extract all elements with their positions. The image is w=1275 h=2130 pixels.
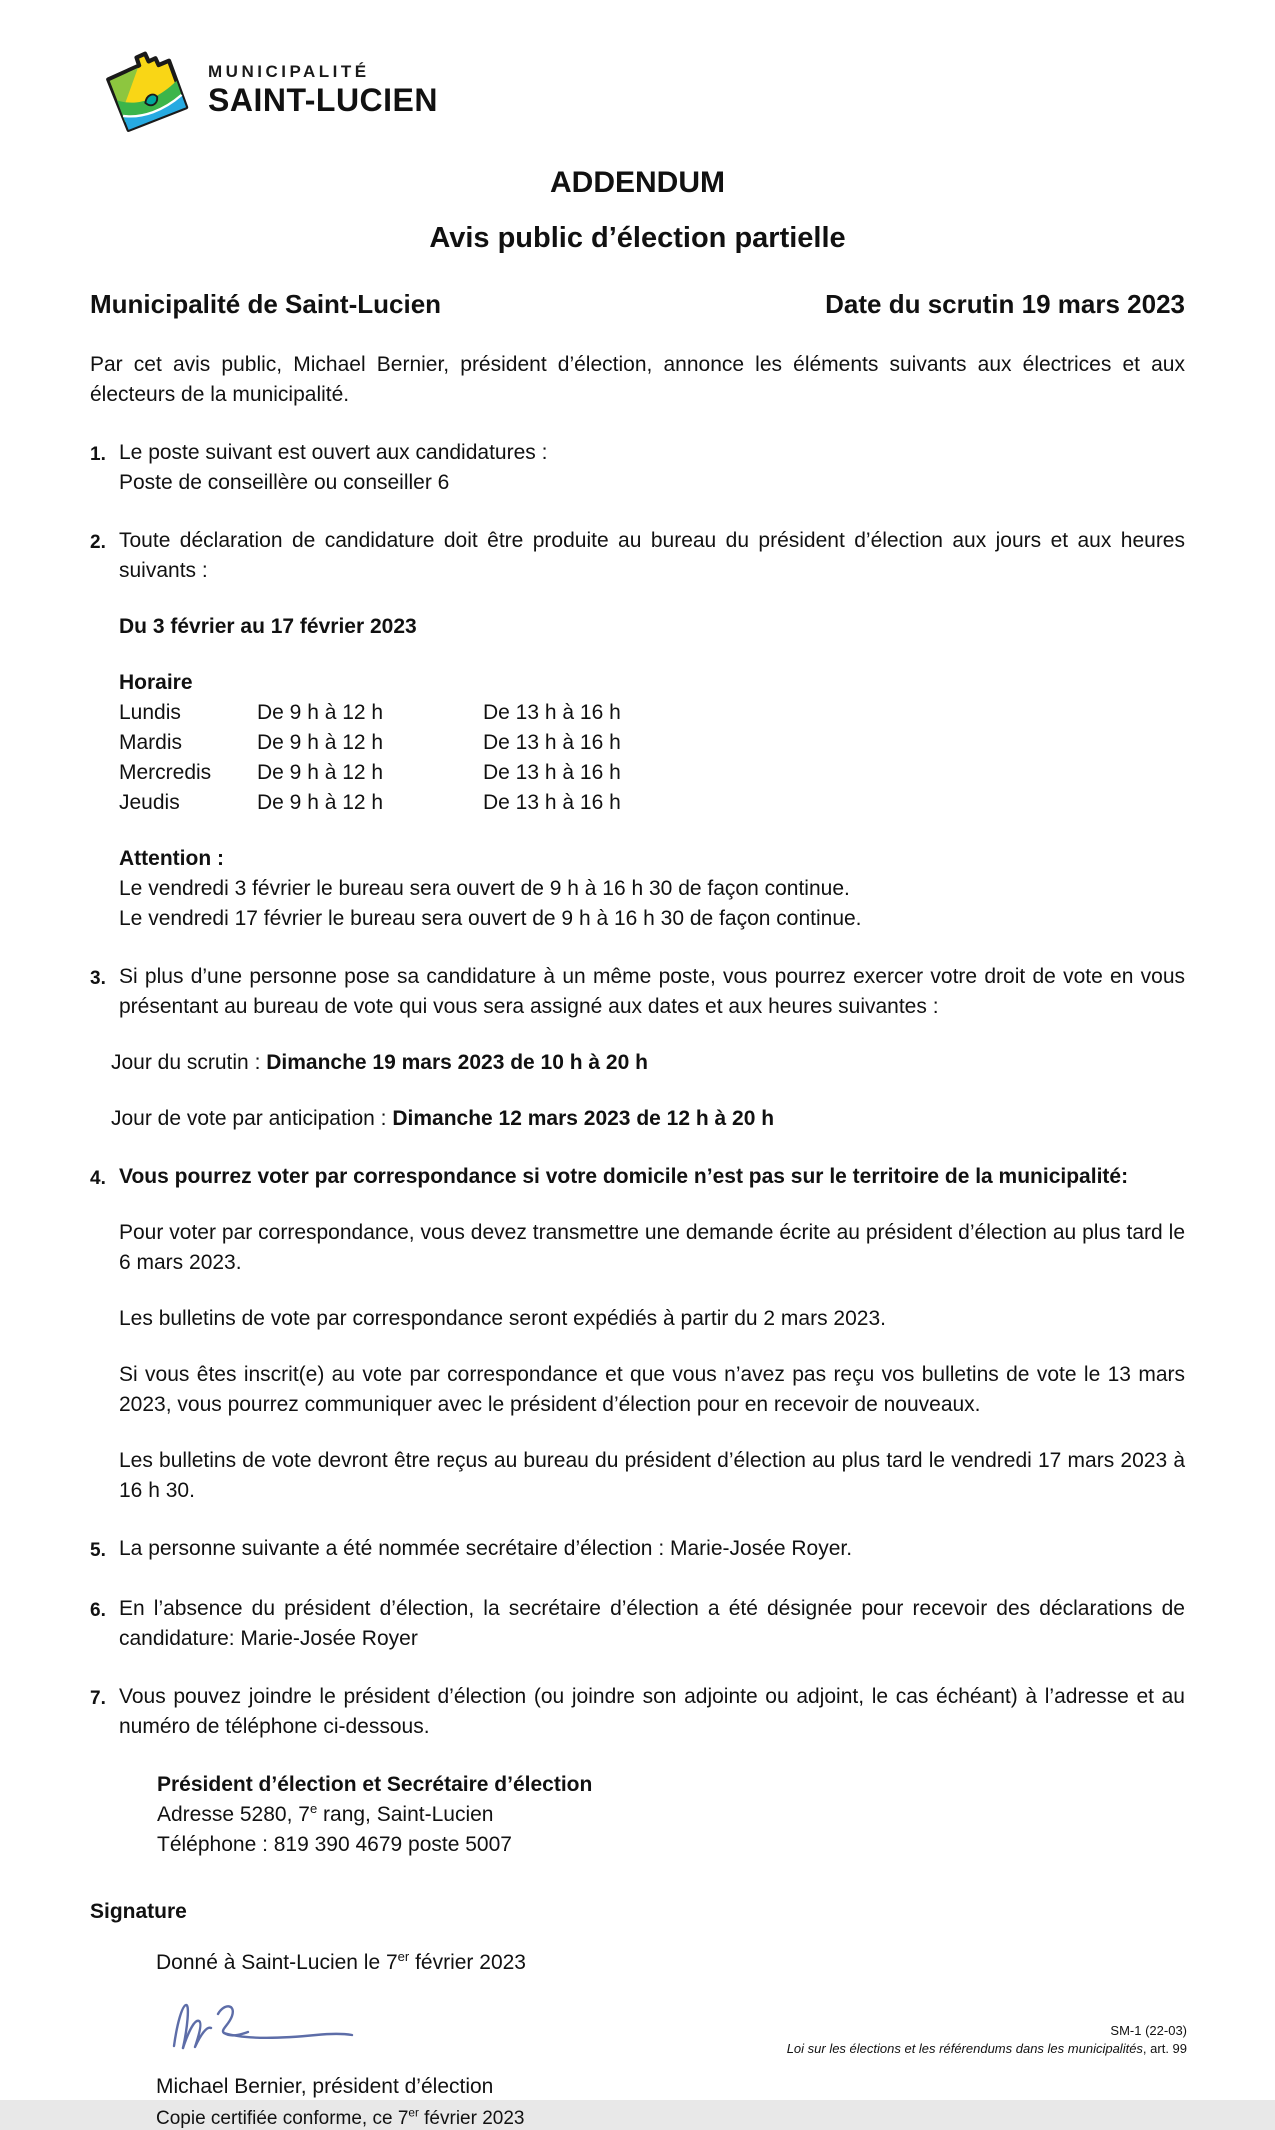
list-item-2 xyxy=(90,526,1185,934)
schedule-am: De 9 h à 12 h xyxy=(257,701,384,724)
copy-superscript: er xyxy=(408,2106,419,2120)
saint-lucien-logo-icon xyxy=(98,46,194,132)
schedule-table xyxy=(119,668,1185,818)
schedule-pm: De 13 h à 16 h xyxy=(483,761,621,784)
signer-name: Michael Bernier, président d’élection xyxy=(156,2075,494,2098)
schedule-day: Jeudis xyxy=(119,791,180,814)
item-number: 7. xyxy=(90,1688,106,1709)
intro-paragraph: Par cet avis public, Michael Bernier, président d’élection, annonce les éléments suivants aux électrices et aux électeurs de la municipalité. xyxy=(90,353,1185,406)
contact-block xyxy=(157,1770,1185,1860)
municipality-logo xyxy=(98,46,1185,132)
schedule-pm: De 13 h à 16 h xyxy=(483,701,621,724)
page-footer xyxy=(787,2022,1187,2058)
schedule-heading: Horaire xyxy=(119,671,193,694)
address-text: Adresse 5280, 7 xyxy=(157,1803,310,1826)
document-title: ADDENDUM xyxy=(550,166,725,199)
item4-paragraph-3: Si vous êtes inscrit(e) au vote par correspondance et que vous n’avez pas reçu vos bulletins de vote le 13 mars 2023, vous pourrez communiquer avec le président d’élection pour en recevoir de nouveaux. xyxy=(119,1363,1185,1416)
item-number: 4. xyxy=(90,1168,106,1189)
attention-title: Attention : xyxy=(119,847,224,870)
given-at-line xyxy=(156,1948,1185,1978)
scrutin-date: Date du scrutin 19 mars 2023 xyxy=(825,289,1185,319)
attention-line1: Le vendredi 3 février le bureau sera ouvert de 9 h à 16 h 30 de façon continue. xyxy=(119,877,850,900)
logo-line-saint-lucien: SAINT-LUCIEN xyxy=(208,81,438,118)
copy-text-suffix: février 2023 xyxy=(418,2108,525,2129)
item3-text: Si plus d’une personne pose sa candidature à un même poste, vous pourrez exercer votre droit de vote en vous présentant au bureau de vote qui vous sera assigné aux dates et aux heures suivantes : xyxy=(119,965,1185,1018)
anticipation-label: Jour de vote par anticipation : xyxy=(111,1107,393,1130)
list-item-5 xyxy=(90,1534,1185,1566)
copy-text: Copie certifiée conforme, ce 7 xyxy=(156,2108,409,2129)
schedule-am: De 9 h à 12 h xyxy=(257,791,384,814)
list-item-7 xyxy=(90,1682,1185,1860)
item4-paragraph-4: Les bulletins de vote devront être reçus au bureau du président d’élection au plus tard le vendredi 17 mars 2023 à 16 h 30. xyxy=(119,1449,1185,1502)
contact-address xyxy=(157,1800,1185,1830)
contact-title: Président d’élection et Secrétaire d’élection xyxy=(157,1773,593,1796)
scrutin-label: Jour du scrutin : xyxy=(111,1051,267,1074)
schedule-row xyxy=(119,728,1185,758)
item4-paragraph-2: Les bulletins de vote par correspondance seront expédiés à partir du 2 mars 2023. xyxy=(119,1307,886,1330)
schedule-row xyxy=(119,698,1185,728)
contact-phone: Téléphone : 819 390 4679 poste 5007 xyxy=(157,1833,512,1856)
list-item-6 xyxy=(90,1594,1185,1654)
schedule-row xyxy=(119,758,1185,788)
attention-block xyxy=(119,844,1185,934)
certified-copy-line xyxy=(156,2108,1185,2130)
item1-line1: Le poste suivant est ouvert aux candidatures : xyxy=(119,441,548,464)
item4-title: Vous pourrez voter par correspondance si votre domicile n’est pas sur le territoire de la municipalité: xyxy=(119,1165,1129,1188)
given-superscript: er xyxy=(397,1949,410,1964)
item-number: 6. xyxy=(90,1600,106,1621)
item-number: 5. xyxy=(90,1540,106,1561)
municipality-date-row xyxy=(90,289,1185,320)
schedule-day: Mercredis xyxy=(119,761,212,784)
law-title: Loi sur les élections et les référendums dans les municipalités xyxy=(786,2041,1143,2056)
given-text: Donné à Saint-Lucien le 7 xyxy=(156,1951,398,1974)
list-item-4 xyxy=(90,1162,1185,1506)
item4-paragraph-1: Pour voter par correspondance, vous devez transmettre une demande écrite au président d’élection au plus tard le 6 mars 2023. xyxy=(119,1221,1185,1274)
schedule-day: Mardis xyxy=(119,731,183,754)
item-number: 1. xyxy=(90,444,106,465)
list-item-1 xyxy=(90,438,1185,498)
law-reference xyxy=(787,2040,1187,2058)
schedule-am: De 9 h à 12 h xyxy=(257,731,384,754)
schedule-row xyxy=(119,788,1185,818)
document-subtitle: Avis public d’élection partielle xyxy=(429,222,846,254)
schedule-pm: De 13 h à 16 h xyxy=(483,731,621,754)
item1-line2: Poste de conseillère ou conseiller 6 xyxy=(119,471,450,494)
schedule-day: Lundis xyxy=(119,701,181,724)
form-code: SM-1 (22-03) xyxy=(1110,2023,1187,2038)
schedule-am: De 9 h à 12 h xyxy=(257,761,384,784)
item7-text: Vous pouvez joindre le président d’élection (ou joindre son adjointe ou adjoint, le cas échéant) à l’adresse et au numéro de téléphone ci-dessous. xyxy=(119,1685,1185,1738)
law-article: , art. 99 xyxy=(1142,2041,1187,2056)
schedule-period: Du 3 février au 17 février 2023 xyxy=(119,615,417,638)
signature-heading: Signature xyxy=(90,1900,187,1923)
anticipation-day-line xyxy=(111,1104,1185,1134)
scrutin-day-line xyxy=(111,1048,1185,1078)
list-item-3 xyxy=(90,962,1185,1134)
given-text-suffix: février 2023 xyxy=(409,1951,526,1974)
item2-text: Toute déclaration de candidature doit être produite au bureau du président d’élection aux jours et aux heures suivants : xyxy=(119,529,1185,582)
logo-line-municipalite: MUNICIPALITÉ xyxy=(208,61,370,81)
municipality-name: Municipalité de Saint-Lucien xyxy=(90,289,442,319)
address-text-suffix: rang, Saint-Lucien xyxy=(317,1803,494,1826)
anticipation-value: Dimanche 12 mars 2023 de 12 h à 20 h xyxy=(392,1107,775,1130)
item-number: 3. xyxy=(90,968,106,989)
item-number: 2. xyxy=(90,532,106,553)
attention-line2: Le vendredi 17 février le bureau sera ouvert de 9 h à 16 h 30 de façon continue. xyxy=(119,907,862,930)
schedule-pm: De 13 h à 16 h xyxy=(483,791,621,814)
address-superscript: e xyxy=(309,1801,318,1816)
scrutin-value: Dimanche 19 mars 2023 de 10 h à 20 h xyxy=(266,1051,648,1074)
handwritten-signature xyxy=(166,1994,396,2058)
item6-text: En l’absence du président d’élection, la secrétaire d’élection a été désignée pour recevoir des déclarations de candidature: Marie-Josée Royer xyxy=(119,1597,1185,1650)
logo-wordmark xyxy=(208,63,438,116)
item5-text: La personne suivante a été nommée secrétaire d’élection : Marie-Josée Royer. xyxy=(119,1537,853,1560)
